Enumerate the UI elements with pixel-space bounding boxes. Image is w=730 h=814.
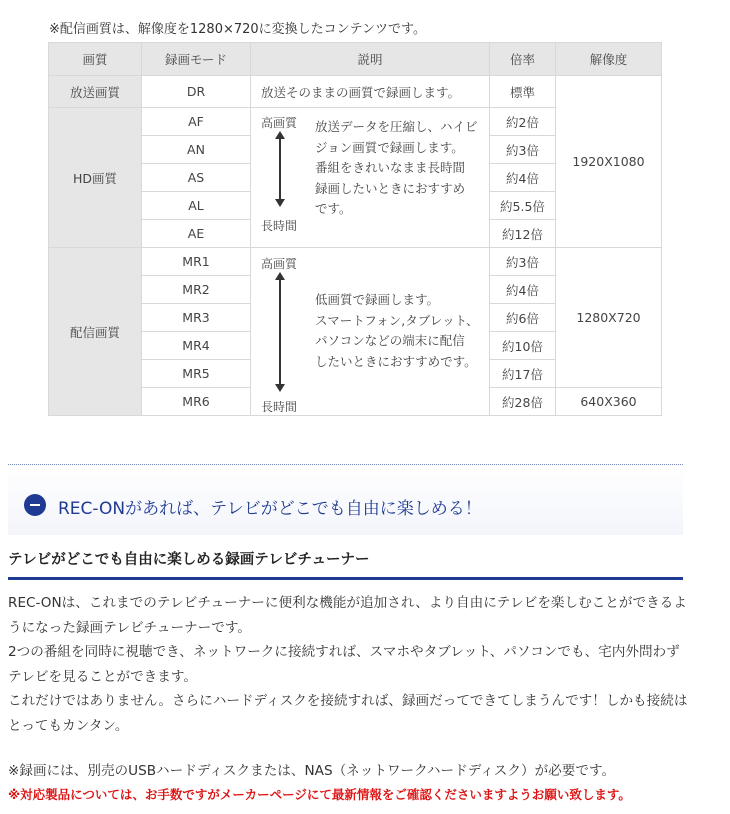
rate-cell: 標準 [490, 76, 556, 108]
group-hd: HD画質 [49, 108, 142, 248]
mode-cell: MR6 [142, 388, 251, 416]
storage-note: ※録画には、別売のUSBハードディスクまたは、NAS（ネットワークハードディスク）が必要です。 [8, 763, 616, 779]
group-streaming: 配信画質 [49, 248, 142, 416]
header-resolution: 解像度 [556, 43, 662, 76]
description-dr: 放送そのままの画質で録画します。 [251, 76, 490, 108]
recording-mode-table [48, 42, 662, 416]
mode-cell: AN [142, 136, 251, 164]
updown-arrow-icon [279, 279, 281, 385]
resolution-mr: 1280X720 [556, 248, 662, 388]
high-quality-label: 高画質 [261, 257, 298, 271]
header-description: 説明 [251, 43, 490, 76]
header-mode: 録画モード [142, 43, 251, 76]
description-mr [251, 248, 490, 416]
mode-cell: AE [142, 220, 251, 248]
resolution-hd: 1920X1080 [556, 76, 662, 248]
long-time-label: 長時間 [261, 400, 298, 414]
rate-cell: 約10倍 [490, 332, 556, 360]
section-title-underline [8, 577, 683, 580]
group-broadcast: 放送画質 [49, 76, 142, 108]
paragraph: これだけではありません。さらにハードディスクを接続すれば、録画だってできてしまうんです！しかも接続はとってもカンタン。 [8, 693, 688, 734]
header-rate: 倍率 [490, 43, 556, 76]
rate-cell: 約4倍 [490, 164, 556, 192]
header-quality: 画質 [49, 43, 142, 76]
rate-cell: 約6倍 [490, 304, 556, 332]
rate-cell: 約3倍 [490, 136, 556, 164]
long-time-label: 長時間 [261, 219, 298, 233]
mode-cell: MR3 [142, 304, 251, 332]
mode-cell: AL [142, 192, 251, 220]
rate-cell: 約5.5倍 [490, 192, 556, 220]
description-hd [251, 108, 490, 248]
high-quality-label: 高画質 [261, 116, 298, 130]
rate-cell: 約12倍 [490, 220, 556, 248]
mode-cell: MR1 [142, 248, 251, 276]
mode-cell: MR2 [142, 276, 251, 304]
rate-cell: 約2倍 [490, 108, 556, 136]
section-title: テレビがどこでも自由に楽しめる録画テレビチューナー [8, 552, 370, 568]
table-header-row [49, 43, 662, 76]
paragraph: 2つの番組を同時に視聴でき、ネットワークに接続すれば、スマホやタブレット、パソコンでも、宅内外問わずテレビを見ることができます。 [8, 644, 680, 685]
mode-cell: AF [142, 108, 251, 136]
mode-cell: DR [142, 76, 251, 108]
compatibility-warning: ※対応製品については、お手数ですがメーカーページにて最新情報をご確認くださいますようお願い致します。 [8, 787, 631, 802]
intro-body [8, 591, 688, 738]
minus-circle-icon[interactable] [24, 494, 46, 516]
table-row [49, 76, 662, 108]
table-row [49, 248, 662, 276]
rate-cell: 約17倍 [490, 360, 556, 388]
mode-cell: AS [142, 164, 251, 192]
resolution-note: ※配信画質は、解像度を1280×720に変換したコンテンツです。 [49, 22, 426, 37]
mode-cell: MR5 [142, 360, 251, 388]
description-hd-text: 放送データを圧縮し、ハイビ ジョン画質で録画します。 番組をきれいなまま長時間 録画したいときにおすすめ です。 [315, 119, 478, 216]
rate-cell: 約3倍 [490, 248, 556, 276]
resolution-mr6: 640X360 [556, 388, 662, 416]
feature-banner[interactable] [8, 464, 683, 535]
banner-text: REC-ONがあれば、テレビがどこでも自由に楽しめる！ [58, 499, 482, 519]
updown-arrow-icon [279, 138, 281, 200]
rate-cell: 約4倍 [490, 276, 556, 304]
paragraph: REC-ONは、これまでのテレビチューナーに便利な機能が追加され、より自由にテレビを楽しむことができるようになった録画テレビチューナーです。 [8, 595, 687, 636]
description-mr-text: 低画質で録画します。 スマートフォン,タブレット、 パソコンなどの端末に配信 したいときにおすすめです。 [315, 292, 479, 369]
rate-cell: 約28倍 [490, 388, 556, 416]
mode-cell: MR4 [142, 332, 251, 360]
